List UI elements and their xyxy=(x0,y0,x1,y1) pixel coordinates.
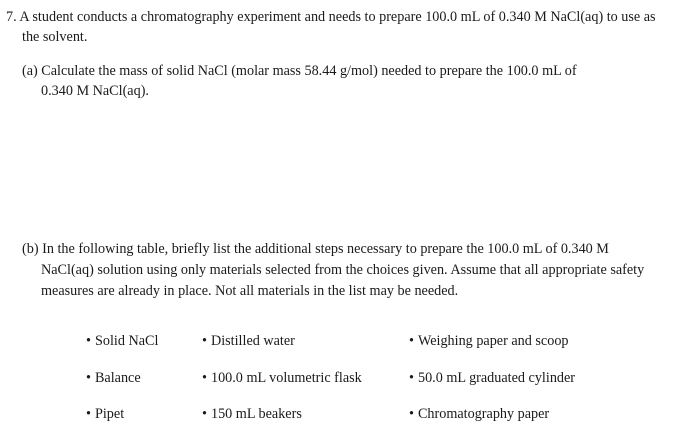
list-item: • Weighing paper and scoop xyxy=(409,333,569,349)
bullet-icon: • xyxy=(202,406,207,422)
list-item: • Balance xyxy=(86,370,141,386)
question-number: 7. xyxy=(6,9,17,25)
part-a-line-1: (a) Calculate the mass of solid NaCl (molar mass 58.44 g/mol) needed to prepare the 100.0 mL of xyxy=(22,63,577,79)
bullet-icon: • xyxy=(409,370,414,386)
list-item: • 150 mL beakers xyxy=(202,406,302,422)
bullet-icon: • xyxy=(86,406,91,422)
part-b-line-3: measures are already in place. Not all materials in the list may be needed. xyxy=(41,283,459,299)
list-item: • Solid NaCl xyxy=(86,333,159,349)
bullet-icon: • xyxy=(202,370,207,386)
question-line-1: A student conducts a chromatography experiment and needs to prepare 100.0 mL of 0.340 M NaCl(aq) to use as xyxy=(19,9,656,25)
bullet-icon: • xyxy=(86,370,91,386)
list-item: • Pipet xyxy=(86,406,125,422)
question-line-2: the solvent. xyxy=(22,29,88,45)
bullet-icon: • xyxy=(86,333,91,349)
list-item: • 50.0 mL graduated cylinder xyxy=(409,370,576,386)
bullet-icon: • xyxy=(409,406,414,422)
bullet-icon: • xyxy=(202,333,207,349)
part-b-line-2: NaCl(aq) solution using only materials selected from the choices given. Assume that all appropriate safety xyxy=(41,262,645,278)
list-item: • Chromatography paper xyxy=(409,406,550,422)
list-item: • Distilled water xyxy=(202,333,295,349)
part-b-line-1: (b) In the following table, briefly list the additional steps necessary to prepare the 100.0 mL of 0.340 M xyxy=(22,241,609,257)
part-a-line-2: 0.340 M NaCl(aq). xyxy=(41,83,149,99)
list-item: • 100.0 mL volumetric flask xyxy=(202,370,362,386)
bullet-icon: • xyxy=(409,333,414,349)
